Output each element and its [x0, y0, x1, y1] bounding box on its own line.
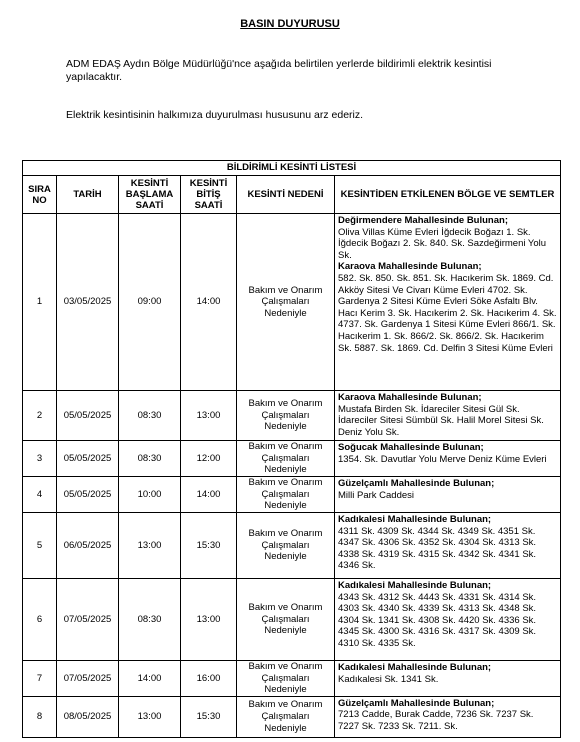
row-start-time: 08:30	[119, 579, 181, 661]
street-list: 582. Sk. 850. Sk. 851. Sk. Hacıkerim Sk. 1869. Cd. Akköy Sitesi Ve Civarı Küme Evleri 4702. Sk. Gardenya 2 Sitesi Küme Evleri Söke Asfaltı Blv. Hacı Kerim 3. Sk. Hacıkerim 2. Sk. Hacıkerim 4. Sk. 4737. Sk. Gardenya 1 Sitesi Küme Evleri 866/1. Sk. Hacıkerim 1. Sk. 866/2. Sk. 866/2. Sk. Hacıkerim Sk. 5887. Sk. 1869. Cd. Delfin 3 Sitesi Küme Evleri	[338, 272, 557, 354]
table-row	[23, 696, 561, 737]
row-number: 4	[23, 477, 57, 513]
row-end-time: 13:00	[181, 391, 237, 441]
row-affected-areas	[335, 477, 561, 513]
row-end-time: 13:00	[181, 579, 237, 661]
table-row	[23, 513, 561, 579]
intro-paragraph: ADM EDAŞ Aydın Bölge Müdürlüğü'nce aşağıda belirtilen yerlerde bildirimli elektrik kesintisi yapılacaktır.	[66, 58, 492, 83]
street-list: Kadıkalesi Sk. 1341 Sk.	[338, 673, 439, 685]
row-date: 05/05/2025	[57, 441, 119, 477]
row-affected-areas	[335, 441, 561, 477]
row-affected-areas	[335, 391, 561, 441]
row-date: 06/05/2025	[57, 513, 119, 579]
row-end-time: 14:00	[181, 214, 237, 391]
row-reason: Bakım ve Onarım Çalışmaları Nedeniyle	[237, 214, 335, 391]
header-bolge: KESİNTİDEN ETKİLENEN BÖLGE VE SEMTLER	[335, 176, 561, 214]
row-start-time: 09:00	[119, 214, 181, 391]
table-row	[23, 661, 561, 697]
row-date: 08/05/2025	[57, 696, 119, 737]
table-row	[23, 477, 561, 513]
street-list: Milli Park Caddesi	[338, 489, 415, 501]
row-date: 05/05/2025	[57, 391, 119, 441]
neighborhood-heading: Soğucak Mahallesinde Bulunan;	[338, 442, 484, 453]
row-start-time: 14:00	[119, 661, 181, 697]
row-number: 3	[23, 441, 57, 477]
street-list: Mustafa Birden Sk. İdareciler Sitesi Gül Sk. İdareciler Sitesi Sümbül Sk. Halil Morel Sitesi Sk. Deniz Yolu Sk.	[338, 403, 544, 438]
row-end-time: 15:30	[181, 696, 237, 737]
row-reason: Bakım ve Onarım Çalışmaları Nedeniyle	[237, 441, 335, 477]
row-end-time: 16:00	[181, 661, 237, 697]
neighborhood-heading: Karaova Mahallesinde Bulunan;	[338, 261, 482, 273]
street-list: 4343 Sk. 4312 Sk. 4443 Sk. 4331 Sk. 4314 Sk. 4303 Sk. 4340 Sk. 4339 Sk. 4313 Sk. 4348 Sk. 4304 Sk. 1341 Sk. 4308 Sk. 4420 Sk. 4336 Sk. 4345 Sk. 4300 Sk. 4316 Sk. 4317 Sk. 4309 Sk. 4310 Sk. 4335 Sk.	[338, 591, 537, 649]
row-date: 07/05/2025	[57, 661, 119, 697]
row-start-time: 10:00	[119, 477, 181, 513]
header-bitis: KESİNTİ BİTİŞ SAATİ	[181, 176, 237, 214]
neighborhood-heading: Güzelçamlı Mahallesinde Bulunan;	[338, 697, 495, 709]
neighborhood-heading: Karaova Mahallesinde Bulunan;	[338, 392, 482, 403]
row-reason: Bakım ve Onarım Çalışmaları Nedeniyle	[237, 696, 335, 737]
row-number: 1	[23, 214, 57, 391]
street-list: 4311 Sk. 4309 Sk. 4344 Sk. 4349 Sk. 4351 Sk. 4347 Sk. 4306 Sk. 4352 Sk. 4304 Sk. 4313 Sk. 4338 Sk. 4319 Sk. 4315 Sk. 4342 Sk. 4341 Sk. 4346 Sk.	[338, 525, 537, 572]
row-reason: Bakım ve Onarım Çalışmaları Nedeniyle	[237, 579, 335, 661]
header-sira: SIRA NO	[23, 176, 57, 214]
row-end-time: 14:00	[181, 477, 237, 513]
header-baslama: KESİNTİ BAŞLAMA SAATİ	[119, 176, 181, 214]
street-list: 1354. Sk. Davutlar Yolu Merve Deniz Küme Evleri	[338, 453, 547, 465]
street-list: 7213 Cadde, Burak Cadde, 7236 Sk. 7237 Sk. 7227 Sk. 7233 Sk. 7211. Sk.	[338, 709, 534, 732]
row-affected-areas	[335, 661, 561, 697]
row-end-time: 15:30	[181, 513, 237, 579]
header-tarih: TARİH	[57, 176, 119, 214]
neighborhood-heading: Kadıkalesi Mahallesinde Bulunan;	[338, 514, 492, 525]
row-affected-areas	[335, 214, 561, 391]
row-date: 07/05/2025	[57, 579, 119, 661]
row-end-time: 12:00	[181, 441, 237, 477]
row-reason: Bakım ve Onarım Çalışmaları Nedeniyle	[237, 477, 335, 513]
row-date: 05/05/2025	[57, 477, 119, 513]
row-number: 5	[23, 513, 57, 579]
table-row	[23, 579, 561, 661]
row-start-time: 08:30	[119, 391, 181, 441]
neighborhood-heading: Kadıkalesi Mahallesinde Bulunan;	[338, 580, 492, 591]
row-date: 03/05/2025	[57, 214, 119, 391]
row-number: 8	[23, 696, 57, 737]
row-number: 2	[23, 391, 57, 441]
outage-table	[22, 160, 561, 738]
row-reason: Bakım ve Onarım Çalışmaları Nedeniyle	[237, 513, 335, 579]
neighborhood-heading: Kadıkalesi Mahallesinde Bulunan;	[338, 662, 492, 673]
row-start-time: 13:00	[119, 696, 181, 737]
table-row	[23, 214, 561, 391]
page-title: BASIN DUYURUSU	[240, 18, 340, 30]
row-affected-areas	[335, 579, 561, 661]
table-row	[23, 441, 561, 477]
neighborhood-heading: Güzelçamlı Mahallesinde Bulunan;	[338, 478, 495, 489]
row-start-time: 08:30	[119, 441, 181, 477]
table-caption: BİLDİRİMLİ KESİNTİ LİSTESİ	[23, 161, 561, 176]
note-paragraph: Elektrik kesintisinin halkımıza duyurulması hususunu arz ederiz.	[66, 109, 364, 121]
row-reason: Bakım ve Onarım Çalışmaları Nedeniyle	[237, 661, 335, 697]
row-reason: Bakım ve Onarım Çalışmaları Nedeniyle	[237, 391, 335, 441]
neighborhood-heading: Değirmendere Mahallesinde Bulunan;	[338, 215, 508, 226]
row-affected-areas	[335, 696, 561, 737]
table-row	[23, 391, 561, 441]
street-list: Oliva Villas Küme Evleri İğdecik Boğazı 1. Sk. İğdecik Boğazı 2. Sk. 840. Sk. Sazdeğirmeni Yolu Sk.	[338, 226, 547, 261]
row-affected-areas	[335, 513, 561, 579]
row-start-time: 13:00	[119, 513, 181, 579]
outage-table-body	[23, 214, 561, 738]
header-neden: KESİNTİ NEDENİ	[237, 176, 335, 214]
row-number: 7	[23, 661, 57, 697]
row-number: 6	[23, 579, 57, 661]
